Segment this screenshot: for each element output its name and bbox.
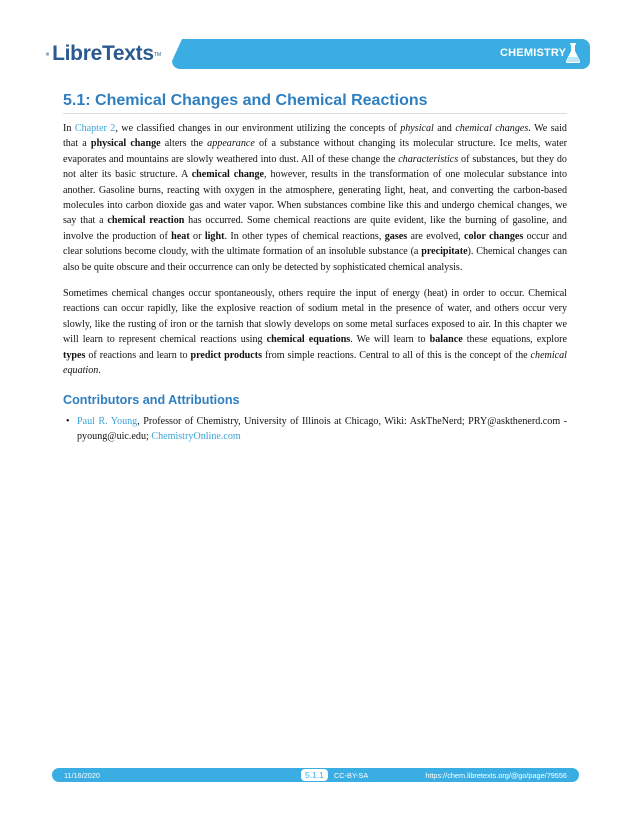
contributor-text: , Professor of Chemistry, University of Illinois at Chicago, Wiki: AskTheNerd; PRY@askthenerd.com - pyoung@uic.edu; — [77, 415, 567, 443]
term-chemical-equation: chemical equation — [63, 349, 567, 377]
text-run: of substances, but they do not alter its basic structure. A — [63, 153, 567, 181]
contributors-list — [63, 414, 567, 445]
contributor-link[interactable]: Paul R. Young — [77, 415, 138, 427]
term-chemical-changes: chemical changes — [455, 123, 529, 134]
term-physical: physical — [400, 123, 434, 134]
footer-page-number: 5.1.1 — [301, 769, 328, 781]
term-gases: gases — [384, 230, 408, 242]
footer-license: CC-BY-SA — [334, 771, 369, 780]
text-run: In — [63, 123, 75, 134]
page-footer — [52, 768, 579, 782]
term-appearance: appearance — [207, 138, 255, 150]
flask-icon — [565, 42, 581, 64]
term-chemical-equations: chemical equations — [266, 334, 351, 346]
term-chemical-reaction: chemical reaction — [107, 215, 185, 227]
contributors-heading: Contributors and Attributions — [63, 392, 240, 407]
subject-label: CHEMISTRY — [500, 47, 567, 59]
text-run: of reactions and learn to — [85, 349, 191, 361]
chemistryonline-link[interactable]: ChemistryOnline.com — [151, 431, 241, 443]
text-run: . We will learn to — [350, 334, 430, 346]
term-color-changes: color changes — [464, 230, 524, 242]
text-run: . — [98, 365, 101, 377]
footer-url-link[interactable]: https://chem.libretexts.org/@go/page/79556 — [425, 771, 567, 780]
term-predict-products: predict products — [190, 349, 263, 361]
term-physical-change: physical change — [90, 138, 161, 150]
text-run: these equations, explore — [462, 334, 567, 346]
text-run: has occurred. Some chemical reactions are quite evident, like the burning of gasoline, and involve the production of — [63, 215, 567, 242]
term-characteristics: characteristics — [398, 153, 459, 165]
list-item — [77, 414, 567, 445]
text-run: , we classified changes in our environment utilizing the concepts of — [115, 123, 401, 134]
text-run: from simple reactions. Central to all of this is the concept of the — [262, 349, 531, 361]
logo-trademark: TM — [153, 52, 161, 58]
page-title: 5.1: Chemical Changes and Chemical Reactions — [63, 92, 567, 114]
text-run: . We said that a — [63, 123, 567, 150]
chapter-2-link[interactable]: Chapter 2 — [74, 123, 116, 134]
text-run: are evolved, — [407, 230, 465, 242]
libretexts-hexagon-icon — [46, 39, 49, 69]
text-run: . In other types of chemical reactions, — [224, 230, 385, 242]
text-run: and — [433, 123, 456, 134]
paragraph-intro — [63, 121, 567, 275]
text-run: Sometimes chemical changes occur spontaneously, others require the input of energy (heat) in order to occur. Chemical reactions can occur rapidly, like the explosive reaction of sodium metal in the presence of water, and others occur very slowly, like the rusting of iron or the tarnish that slowly develops on some metal surfaces exposed to air. In this chapter we will learn to represent chemical reactions using — [63, 288, 567, 346]
term-precipitate: precipitate — [421, 246, 468, 258]
term-chemical-change: chemical change — [191, 169, 265, 181]
main-content — [63, 121, 567, 445]
term-light: light — [204, 230, 225, 242]
term-types: types — [63, 349, 86, 361]
paragraph-reactions — [63, 286, 567, 378]
text-run: , however, results in the transformation of one molecular substance into another. Gasoline burns, reacting with oxygen in the atmosphere, generating light, heat, and converting the carbon-based molecules into carbon dioxide gas and water vapor. When substances combine like this and undergo chemical changes, we say that a — [63, 169, 567, 227]
term-balance: balance — [429, 334, 463, 346]
libretexts-logo[interactable] — [46, 38, 161, 70]
text-run: ). Chemical changes can also be quite obscure and their occurrence can only be detected by sophisticated chemical analysis. — [63, 246, 567, 273]
footer-date: 11/16/2020 — [64, 771, 100, 780]
text-run: alters the — [160, 138, 208, 150]
logo-wordmark: LibreTexts — [52, 42, 154, 65]
text-run: or — [189, 230, 205, 242]
text-run: of a substance without changing its molecular structure. Ice melts, water evaporates and mountains are slowly weathered into dust. All of these change the — [63, 138, 567, 165]
text-run: occur and clear solutions become cloudy, with the ultimate formation of an insoluble substance (a — [63, 230, 567, 258]
term-heat: heat — [171, 230, 190, 242]
